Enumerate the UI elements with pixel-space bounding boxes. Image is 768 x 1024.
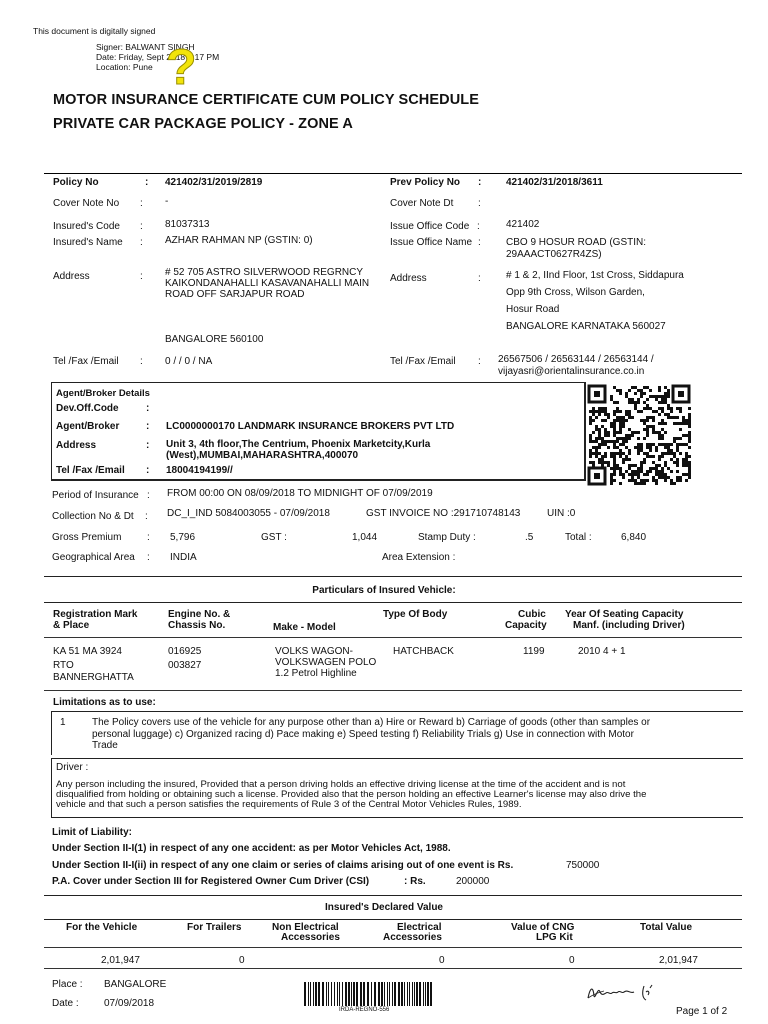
sign-date: Date: Friday, Sept 2018 5:17 PM [96, 52, 220, 62]
colon: : [145, 511, 148, 522]
cover-note-value: - [165, 196, 169, 207]
driver-text-3: vehicle and that such a person satisfies the requirements of Rule 3 of the Central Motor Vehicles Rules, 1989. [56, 799, 522, 810]
qr-code-image [587, 384, 691, 486]
vehicle-rto: RTO [53, 660, 74, 671]
gross-premium-value: 5,796 [170, 532, 196, 543]
gst-value: 1,044 [352, 532, 378, 543]
col-cc-header: Cubic [518, 609, 546, 620]
period-label: Period of Insurance [52, 490, 139, 501]
signer-name: Signer: BALWANT SINGH [96, 42, 195, 52]
geo-area-label: Geographical Area [52, 552, 135, 563]
vehicle-row-divider [44, 690, 742, 691]
idv-col-total: Total Value [640, 922, 693, 933]
idv-col-cng: Value of CNG [511, 922, 575, 933]
office-tel-line1: 26567506 / 26563144 / 26563144 / [498, 354, 654, 365]
policy-type-title: PRIVATE CAR PACKAGE POLICY - ZONE A [53, 116, 353, 132]
driver-heading: Driver : [56, 762, 89, 773]
vehicle-chassis-no: 003827 [168, 660, 202, 671]
agent-broker-value: LC0000000170 LANDMARK INSURANCE BROKERS PVT LTD [166, 421, 455, 432]
colon: : [146, 465, 150, 476]
limitations-heading: Limitations as to use: [53, 697, 156, 708]
vehicle-make-3: 1.2 Petrol Highline [275, 668, 357, 679]
colon: : [478, 198, 481, 209]
issue-office-code-value: 421402 [506, 219, 540, 230]
limitation-number: 1 [60, 717, 66, 728]
gross-premium-label: Gross Premium [52, 532, 122, 543]
prev-policy-value: 421402/31/2018/3611 [506, 177, 603, 188]
agent-broker-label: Agent/Broker [56, 421, 120, 432]
issue-office-name-label: Issue Office Name [390, 237, 473, 248]
colon: : [147, 532, 150, 543]
issue-office-code-label: Issue Office Code [390, 221, 470, 232]
colon: : [140, 271, 143, 282]
colon: : [147, 490, 150, 501]
agent-tel-value: 18004194199// [166, 465, 233, 476]
idv-col-nonelec: Non Electrical [272, 922, 339, 933]
col-year-header: Year Of Seating Capacity [565, 609, 684, 620]
insured-address-line2: KAIKONDANAHALLI KASAVANAHALLI MAIN [165, 278, 370, 289]
place-value: BANGALORE [104, 979, 167, 990]
colon: : [146, 440, 150, 451]
agent-address-line2: (West),MUMBAI,MAHARASHTRA,400070 [166, 450, 359, 461]
office-address-line3: Hosur Road [506, 304, 560, 315]
insured-name-value: AZHAR RAHMAN NP (GSTIN: 0) [165, 235, 313, 246]
driver-text-2: disqualified from holding or obtaining such a license. Provided also that the person holding an effective Learner's license may also drive the [56, 789, 647, 800]
office-address-line2: Opp 9th Cross, Wilson Garden, [506, 287, 645, 298]
idv-cng-value: 0 [569, 955, 575, 966]
handwritten-signature-image [584, 982, 666, 1004]
collection-label: Collection No & Dt [52, 511, 134, 522]
idv-col-vehicle: For the Vehicle [66, 922, 138, 933]
liability-line3-rs: : Rs. [404, 876, 426, 887]
policy-no-value: 421402/31/2019/2819 [165, 177, 263, 188]
vehicle-rto-place: BANNERGHATTA [53, 672, 134, 683]
insured-tel-label: Tel /Fax /Email [53, 356, 119, 367]
place-label: Place : [52, 979, 83, 990]
cover-note-label: Cover Note No [53, 198, 120, 209]
prev-policy-label: Prev Policy No [390, 177, 461, 188]
colon: : [146, 403, 150, 414]
idv-vehicle-value: 2,01,947 [101, 955, 140, 966]
idv-row-divider [44, 968, 742, 969]
vehicle-engine-no: 016925 [168, 646, 202, 657]
col-reg-header-2: & Place [53, 620, 90, 631]
col-engine-header: Engine No. & [168, 609, 231, 620]
vehicle-year-seating: 2010 4 + 1 [578, 646, 626, 657]
vehicle-make-1: VOLKS WAGON- [275, 646, 353, 657]
uin: UIN :0 [547, 508, 576, 519]
policy-no-label: Policy No [53, 177, 99, 188]
office-address-line1: # 1 & 2, IInd Floor, 1st Cross, Siddapura [506, 270, 684, 281]
col-body-header: Type Of Body [383, 609, 448, 620]
col-cc-header-2: Capacity [505, 620, 547, 631]
agent-section-heading: Agent/Broker Details [56, 388, 150, 399]
issue-office-name-2: 29AAACT0627R4ZS) [506, 249, 602, 260]
colon: : [477, 221, 480, 232]
insured-code-label: Insured's Code [53, 221, 120, 232]
certificate-title: MOTOR INSURANCE CERTIFICATE CUM POLICY SCHEDULE [53, 92, 480, 108]
office-address-line4: BANGALORE KARNATAKA 560027 [506, 321, 666, 332]
signature-validity-question-icon: ? [166, 39, 197, 95]
driver-text-1: Any person including the insured, Provided that a person driving holds an effective driving license at the time of the accident and is not [56, 779, 626, 790]
idv-col-elec: Electrical [397, 922, 442, 933]
liability-line2: Under Section II-I(ii) in respect of any one claim or series of claims arising out of one event is Rs. [52, 860, 514, 871]
colon: : [146, 421, 150, 432]
total-value: 6,840 [621, 532, 647, 543]
colon: : [140, 198, 143, 209]
vehicle-cc: 1199 [523, 646, 545, 657]
colon: : [140, 221, 143, 232]
idv-header-divider [44, 947, 742, 948]
vehicle-heading: Particulars of Insured Vehicle: [312, 585, 456, 596]
agent-tel-label: Tel /Fax /Email [56, 465, 125, 476]
idv-col-cng-2: LPG Kit [536, 932, 573, 943]
colon: : [478, 177, 482, 188]
liability-line1: Under Section II-I(1) in respect of any one accident: as per Motor Vehicles Act, 1988. [52, 843, 451, 854]
barcode-caption: IRDA-REGNO-556 [339, 1007, 390, 1013]
idv-col-nonelec-2: Accessories [281, 932, 340, 943]
stamp-duty-label: Stamp Duty : [418, 532, 476, 543]
sign-location: Location: Pune [96, 62, 153, 72]
limitation-text-1: The Policy covers use of the vehicle for any purpose other than a) Hire or Reward b) Carriage of goods (other than samples or [92, 717, 651, 728]
colon: : [478, 273, 481, 284]
col-year-header-2: Manf. (including Driver) [573, 620, 685, 631]
stamp-duty-value: .5 [525, 532, 534, 543]
liability-line3-value: 200000 [456, 876, 490, 887]
section-divider [44, 173, 742, 174]
colon: : [140, 237, 143, 248]
liability-line3: P.A. Cover under Section III for Registered Owner Cum Driver (CSI) [52, 876, 370, 887]
date-label: Date : [52, 998, 79, 1009]
vehicle-reg: KA 51 MA 3924 [53, 646, 122, 657]
idv-trailers-value: 0 [239, 955, 245, 966]
gst-invoice: GST INVOICE NO :291710748143 [366, 508, 521, 519]
collection-value: DC_I_IND 5084003055 - 07/09/2018 [167, 508, 330, 519]
idv-heading: Insured's Declared Value [325, 902, 443, 913]
office-tel-label: Tel /Fax /Email [390, 356, 456, 367]
idv-total-value: 2,01,947 [659, 955, 698, 966]
cover-note-dt-label: Cover Note Dt [390, 198, 454, 209]
insured-address-label: Address [53, 271, 90, 282]
page-number: Page 1 of 2 [676, 1006, 728, 1017]
col-chassis-header: Chassis No. [168, 620, 226, 631]
area-extension-label: Area Extension : [382, 552, 456, 563]
digital-sign-note: This document is digitally signed [33, 26, 156, 36]
insured-address-line1: # 52 705 ASTRO SILVERWOOD REGRNCY [165, 267, 364, 278]
vehicle-header-divider [44, 637, 742, 638]
colon: : [478, 237, 481, 248]
idv-elec-value: 0 [439, 955, 445, 966]
issue-office-name-1: CBO 9 HOSUR ROAD (GSTIN: [506, 237, 647, 248]
colon: : [147, 552, 150, 563]
colon: : [145, 177, 149, 188]
vehicle-make-2: VOLKSWAGEN POLO [275, 657, 377, 668]
vehicle-body-type: HATCHBACK [393, 646, 454, 657]
colon: : [478, 356, 481, 367]
col-reg-header: Registration Mark [53, 609, 138, 620]
agent-address-line1: Unit 3, 4th floor,The Centrium, Phoenix Marketcity,Kurla [166, 439, 431, 450]
geo-area-value: INDIA [170, 552, 197, 563]
barcode-image [303, 982, 435, 1008]
period-value: FROM 00:00 ON 08/09/2018 TO MIDNIGHT OF 07/09/2019 [167, 488, 433, 499]
idv-col-elec-2: Accessories [383, 932, 442, 943]
gst-label: GST : [261, 532, 287, 543]
insured-name-label: Insured's Name [53, 237, 123, 248]
office-address-label: Address [390, 273, 427, 284]
insured-code-value: 81037313 [165, 219, 210, 230]
liability-line2-value: 750000 [566, 860, 600, 871]
office-tel-line2: vijayasri@orientalinsurance.co.in [498, 366, 645, 377]
limitation-text-2: personal luggage) c) Organized racing d) Pace making e) Speed testing f) Reliability Trials g) Use in connection with Motor [92, 729, 634, 740]
insured-address-line4: BANGALORE 560100 [165, 334, 264, 345]
idv-col-trailers: For Trailers [187, 922, 242, 933]
insured-tel-value: 0 / / 0 / NA [165, 356, 213, 367]
agent-address-label: Address [56, 440, 97, 451]
insured-address-line3: ROAD OFF SARJAPUR ROAD [165, 289, 305, 300]
liability-heading: Limit of Liability: [52, 827, 132, 838]
colon: : [140, 356, 143, 367]
total-label: Total : [565, 532, 592, 543]
limitation-text-3: Trade [92, 740, 118, 751]
dev-office-code-label: Dev.Off.Code [56, 403, 119, 414]
col-make-header: Make - Model [273, 622, 336, 633]
date-value: 07/09/2018 [104, 998, 155, 1009]
